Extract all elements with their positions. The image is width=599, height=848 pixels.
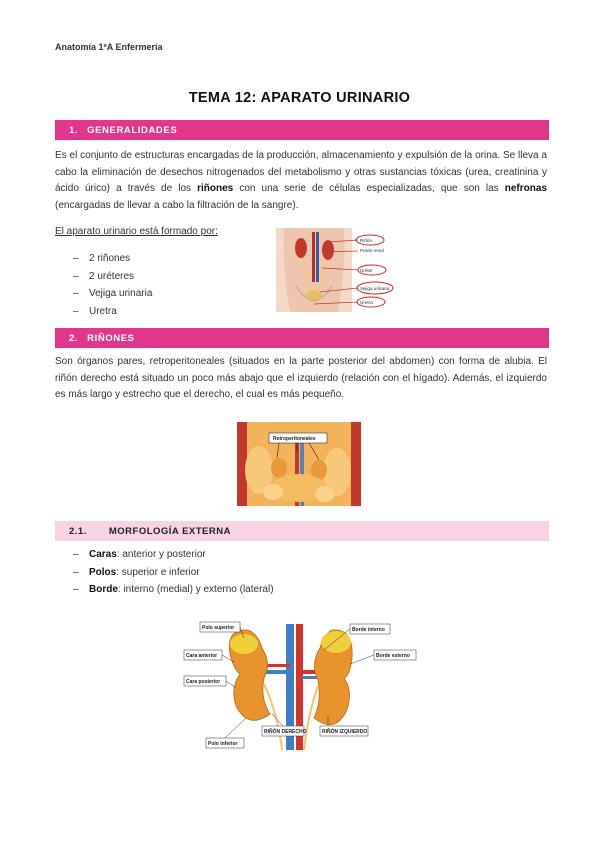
bold-term-rinones: riñones (197, 183, 234, 194)
label-rinon-izquierdo: RIÑÓN IZQUIERDO (322, 729, 368, 735)
morphology-list (55, 546, 274, 599)
list-item: – Uretra (55, 303, 152, 321)
subsection-header-morfologia (55, 521, 549, 541)
section-header-generalidades (55, 120, 549, 140)
subsection-label: MORFOLOGÍA EXTERNA (108, 525, 231, 537)
section-number: 1. (69, 124, 79, 136)
bold-term-nefronas: nefronas (504, 183, 547, 194)
list-item-borde (55, 581, 274, 599)
text-run: Es el conjunto de estructuras encargadas de la producción, almacenamiento y expulsión de la orina. Se lleva a cabo la eliminación de desechos nitrogenados del metabolismo y otras sustancias tóxicas (urea, creatinina y ácido úrico) a través de los (55, 150, 547, 194)
term-polos: Polos (89, 566, 117, 578)
list-item: – 2 riñones (55, 250, 152, 268)
label-vejiga: Vejiga urinaria (360, 286, 390, 291)
label-ureter: Uréter (360, 268, 373, 273)
label-cara-posterior: Cara posterior (186, 679, 221, 685)
label-cara-anterior: Cara anterior (186, 653, 218, 659)
text-run: con una serie de células especializadas, que son las (233, 183, 505, 194)
urinary-parts-list (55, 250, 152, 320)
urinary-system-figure (276, 228, 402, 312)
list-item: – 2 uréteres (55, 268, 152, 286)
retroperitoneal-figure (237, 422, 361, 506)
term-borde: Borde (89, 584, 118, 595)
desc-polos: : superior e inferior (116, 566, 200, 578)
label-pelvis-renal: Pelvis renal (360, 248, 384, 253)
header-note: Anatomía 1ºA Enfermería (55, 42, 163, 52)
list-item-polos (55, 564, 274, 582)
label-rinon: Riñón (360, 238, 373, 243)
desc-caras: : anterior y posterior (116, 549, 206, 560)
paragraph-generalidades (55, 148, 547, 214)
list-item-caras (55, 546, 274, 564)
label-borde-interno: Borde interno (352, 627, 385, 633)
section-header-rinones (55, 328, 549, 348)
text-run: (encargadas de llevar a cabo la filtración de la sangre). (55, 199, 299, 211)
section-label: GENERALIDADES (87, 124, 178, 136)
label-borde-externo: Borde externo (376, 653, 410, 659)
list-item: – Vejiga urinaria (55, 285, 152, 303)
page-title: TEMA 12: APARATO URINARIO (188, 90, 411, 106)
label-retroperitoneales: Retroperitoneales (273, 436, 316, 442)
kidney-morphology-figure (178, 614, 410, 754)
paragraph-rinones: Son órganos pares, retroperitoneales (situados en la parte posterior del abdomen) con forma de alubia. El riñón derecho está situado un poco más abajo que el izquierdo (relación con el hígado). Además, el izquierdo es más largo y estrecho que el derecho, el cual es más pequeño. (55, 356, 547, 400)
subheading-formed-by: El aparato urinario está formado por: (55, 226, 218, 237)
section-number: 2. (69, 332, 79, 344)
label-polo-superior: Polo superior (202, 625, 235, 631)
label-polo-inferior: Polo inferior (208, 741, 238, 747)
section-label: RIÑONES (87, 332, 135, 344)
label-uretra: Uretra (360, 300, 373, 305)
term-caras: Caras (89, 549, 117, 560)
desc-borde: : interno (medial) y externo (lateral) (117, 584, 274, 595)
subsection-number: 2.1. (69, 525, 87, 537)
label-rinon-derecho: RIÑÓN DERECHO (264, 729, 307, 735)
